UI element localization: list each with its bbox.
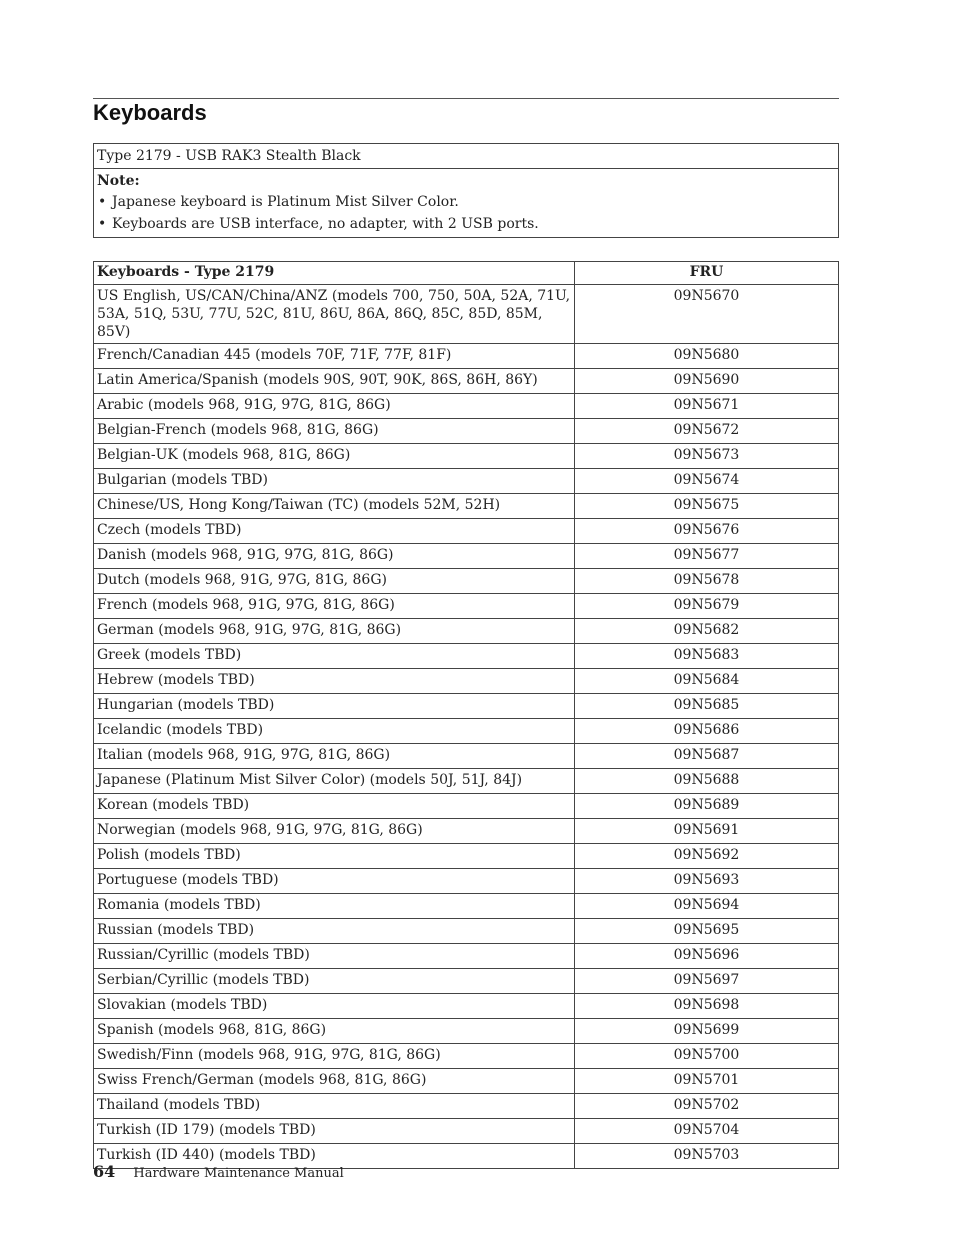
table-row (94, 844, 839, 869)
keyboard-description: Bulgarian (models TBD) (94, 469, 575, 494)
note-label: Note: (97, 173, 140, 189)
fru-number: 09N5700 (575, 1044, 839, 1069)
fru-number: 09N5672 (575, 419, 839, 444)
fru-number: 09N5687 (575, 744, 839, 769)
fru-number: 09N5679 (575, 594, 839, 619)
fru-number: 09N5676 (575, 519, 839, 544)
keyboard-description: Hebrew (models TBD) (94, 669, 575, 694)
table-row (94, 919, 839, 944)
fru-number: 09N5688 (575, 769, 839, 794)
table-row (94, 994, 839, 1019)
table-row (94, 1019, 839, 1044)
table-row (94, 1044, 839, 1069)
table-row (94, 569, 839, 594)
table-row (94, 869, 839, 894)
keyboard-description: Slovakian (models TBD) (94, 994, 575, 1019)
fru-number: 09N5696 (575, 944, 839, 969)
keyboard-description: Swedish/Finn (models 968, 91G, 97G, 81G, 86G) (94, 1044, 575, 1069)
fru-number: 09N5701 (575, 1069, 839, 1094)
fru-number: 09N5703 (575, 1144, 839, 1169)
page-footer (93, 1162, 344, 1181)
note-cell (94, 169, 839, 238)
keyboard-description: Thailand (models TBD) (94, 1094, 575, 1119)
fru-number: 09N5702 (575, 1094, 839, 1119)
table-row (94, 644, 839, 669)
fru-number: 09N5674 (575, 469, 839, 494)
keyboard-description: Romania (models TBD) (94, 894, 575, 919)
fru-number: 09N5678 (575, 569, 839, 594)
table-row (94, 944, 839, 969)
keyboard-description: Norwegian (models 968, 91G, 97G, 81G, 86G) (94, 819, 575, 844)
table-row (94, 285, 839, 344)
table-row (94, 669, 839, 694)
fru-number: 09N5682 (575, 619, 839, 644)
keyboard-description: Icelandic (models TBD) (94, 719, 575, 744)
keyboard-description: Czech (models TBD) (94, 519, 575, 544)
table-row (94, 419, 839, 444)
fru-number: 09N5673 (575, 444, 839, 469)
fru-number: 09N5704 (575, 1119, 839, 1144)
table-row (94, 1119, 839, 1144)
fru-number: 09N5691 (575, 819, 839, 844)
fru-number: 09N5693 (575, 869, 839, 894)
keyboard-description: Japanese (Platinum Mist Silver Color) (models 50J, 51J, 84J) (94, 769, 575, 794)
table-row (94, 794, 839, 819)
keyboard-description: Belgian-UK (models 968, 81G, 86G) (94, 444, 575, 469)
keyboard-description: Dutch (models 968, 91G, 97G, 81G, 86G) (94, 569, 575, 594)
table-row (94, 744, 839, 769)
keyboard-fru-table (93, 261, 839, 1169)
table-row (94, 619, 839, 644)
table-row (94, 369, 839, 394)
table-row (94, 719, 839, 744)
type-title: Type 2179 - USB RAK3 Stealth Black (94, 144, 839, 169)
table-row (94, 394, 839, 419)
keyboard-description: Turkish (ID 440) (models TBD) (94, 1144, 575, 1169)
fru-number: 09N5689 (575, 794, 839, 819)
table-row (94, 769, 839, 794)
fru-number: 09N5697 (575, 969, 839, 994)
page-number: 64 (93, 1162, 116, 1181)
fru-number: 09N5684 (575, 669, 839, 694)
keyboard-description: Russian/Cyrillic (models TBD) (94, 944, 575, 969)
fru-number: 09N5698 (575, 994, 839, 1019)
keyboard-description: Polish (models TBD) (94, 844, 575, 869)
page-title: Keyboards (93, 100, 207, 125)
fru-number: 09N5680 (575, 344, 839, 369)
table-row (94, 1094, 839, 1119)
table-row (94, 544, 839, 569)
keyboard-description: German (models 968, 91G, 97G, 81G, 86G) (94, 619, 575, 644)
column-header-fru: FRU (575, 262, 839, 285)
keyboard-description: Hungarian (models TBD) (94, 694, 575, 719)
keyboard-description: Greek (models TBD) (94, 644, 575, 669)
keyboard-description: Latin America/Spanish (models 90S, 90T, 90K, 86S, 86H, 86Y) (94, 369, 575, 394)
keyboard-description: French (models 968, 91G, 97G, 81G, 86G) (94, 594, 575, 619)
table-row (94, 494, 839, 519)
table-row (94, 819, 839, 844)
keyboard-description: Russian (models TBD) (94, 919, 575, 944)
table-row (94, 469, 839, 494)
note-item: • Japanese keyboard is Platinum Mist Silver Color. (97, 191, 835, 213)
fru-number: 09N5671 (575, 394, 839, 419)
table-body (94, 285, 839, 1169)
fru-number: 09N5690 (575, 369, 839, 394)
keyboard-description: Belgian-French (models 968, 81G, 86G) (94, 419, 575, 444)
section-rule (93, 98, 839, 99)
fru-number: 09N5692 (575, 844, 839, 869)
table-row (94, 894, 839, 919)
keyboard-description: Italian (models 968, 91G, 97G, 81G, 86G) (94, 744, 575, 769)
keyboard-description: Spanish (models 968, 81G, 86G) (94, 1019, 575, 1044)
fru-number: 09N5683 (575, 644, 839, 669)
fru-number: 09N5695 (575, 919, 839, 944)
keyboard-description: Portuguese (models TBD) (94, 869, 575, 894)
table-row (94, 519, 839, 544)
type-note-box (93, 143, 839, 238)
fru-number: 09N5677 (575, 544, 839, 569)
keyboard-description: US English, US/CAN/China/ANZ (models 700, 750, 50A, 52A, 71U, 53A, 51Q, 53U, 77U, 52C, 81U, 86U, 86A, 86Q, 85C, 85D, 85M, 85V) (94, 285, 575, 344)
keyboard-description: Danish (models 968, 91G, 97G, 81G, 86G) (94, 544, 575, 569)
keyboard-description: Arabic (models 968, 91G, 97G, 81G, 86G) (94, 394, 575, 419)
fru-number: 09N5686 (575, 719, 839, 744)
keyboard-description: French/Canadian 445 (models 70F, 71F, 77F, 81F) (94, 344, 575, 369)
keyboard-description: Chinese/US, Hong Kong/Taiwan (TC) (models 52M, 52H) (94, 494, 575, 519)
fru-number: 09N5685 (575, 694, 839, 719)
column-header-keyboards: Keyboards - Type 2179 (94, 262, 575, 285)
table-row (94, 1069, 839, 1094)
fru-number: 09N5675 (575, 494, 839, 519)
table-row (94, 594, 839, 619)
manual-title: Hardware Maintenance Manual (133, 1166, 344, 1181)
keyboard-description: Korean (models TBD) (94, 794, 575, 819)
table-row (94, 969, 839, 994)
table-row (94, 344, 839, 369)
note-item: • Keyboards are USB interface, no adapter, with 2 USB ports. (97, 213, 835, 235)
table-row (94, 694, 839, 719)
keyboard-description: Swiss French/German (models 968, 81G, 86G) (94, 1069, 575, 1094)
table-row (94, 444, 839, 469)
fru-number: 09N5670 (575, 285, 839, 344)
keyboard-description: Serbian/Cyrillic (models TBD) (94, 969, 575, 994)
keyboard-description: Turkish (ID 179) (models TBD) (94, 1119, 575, 1144)
fru-number: 09N5699 (575, 1019, 839, 1044)
fru-number: 09N5694 (575, 894, 839, 919)
